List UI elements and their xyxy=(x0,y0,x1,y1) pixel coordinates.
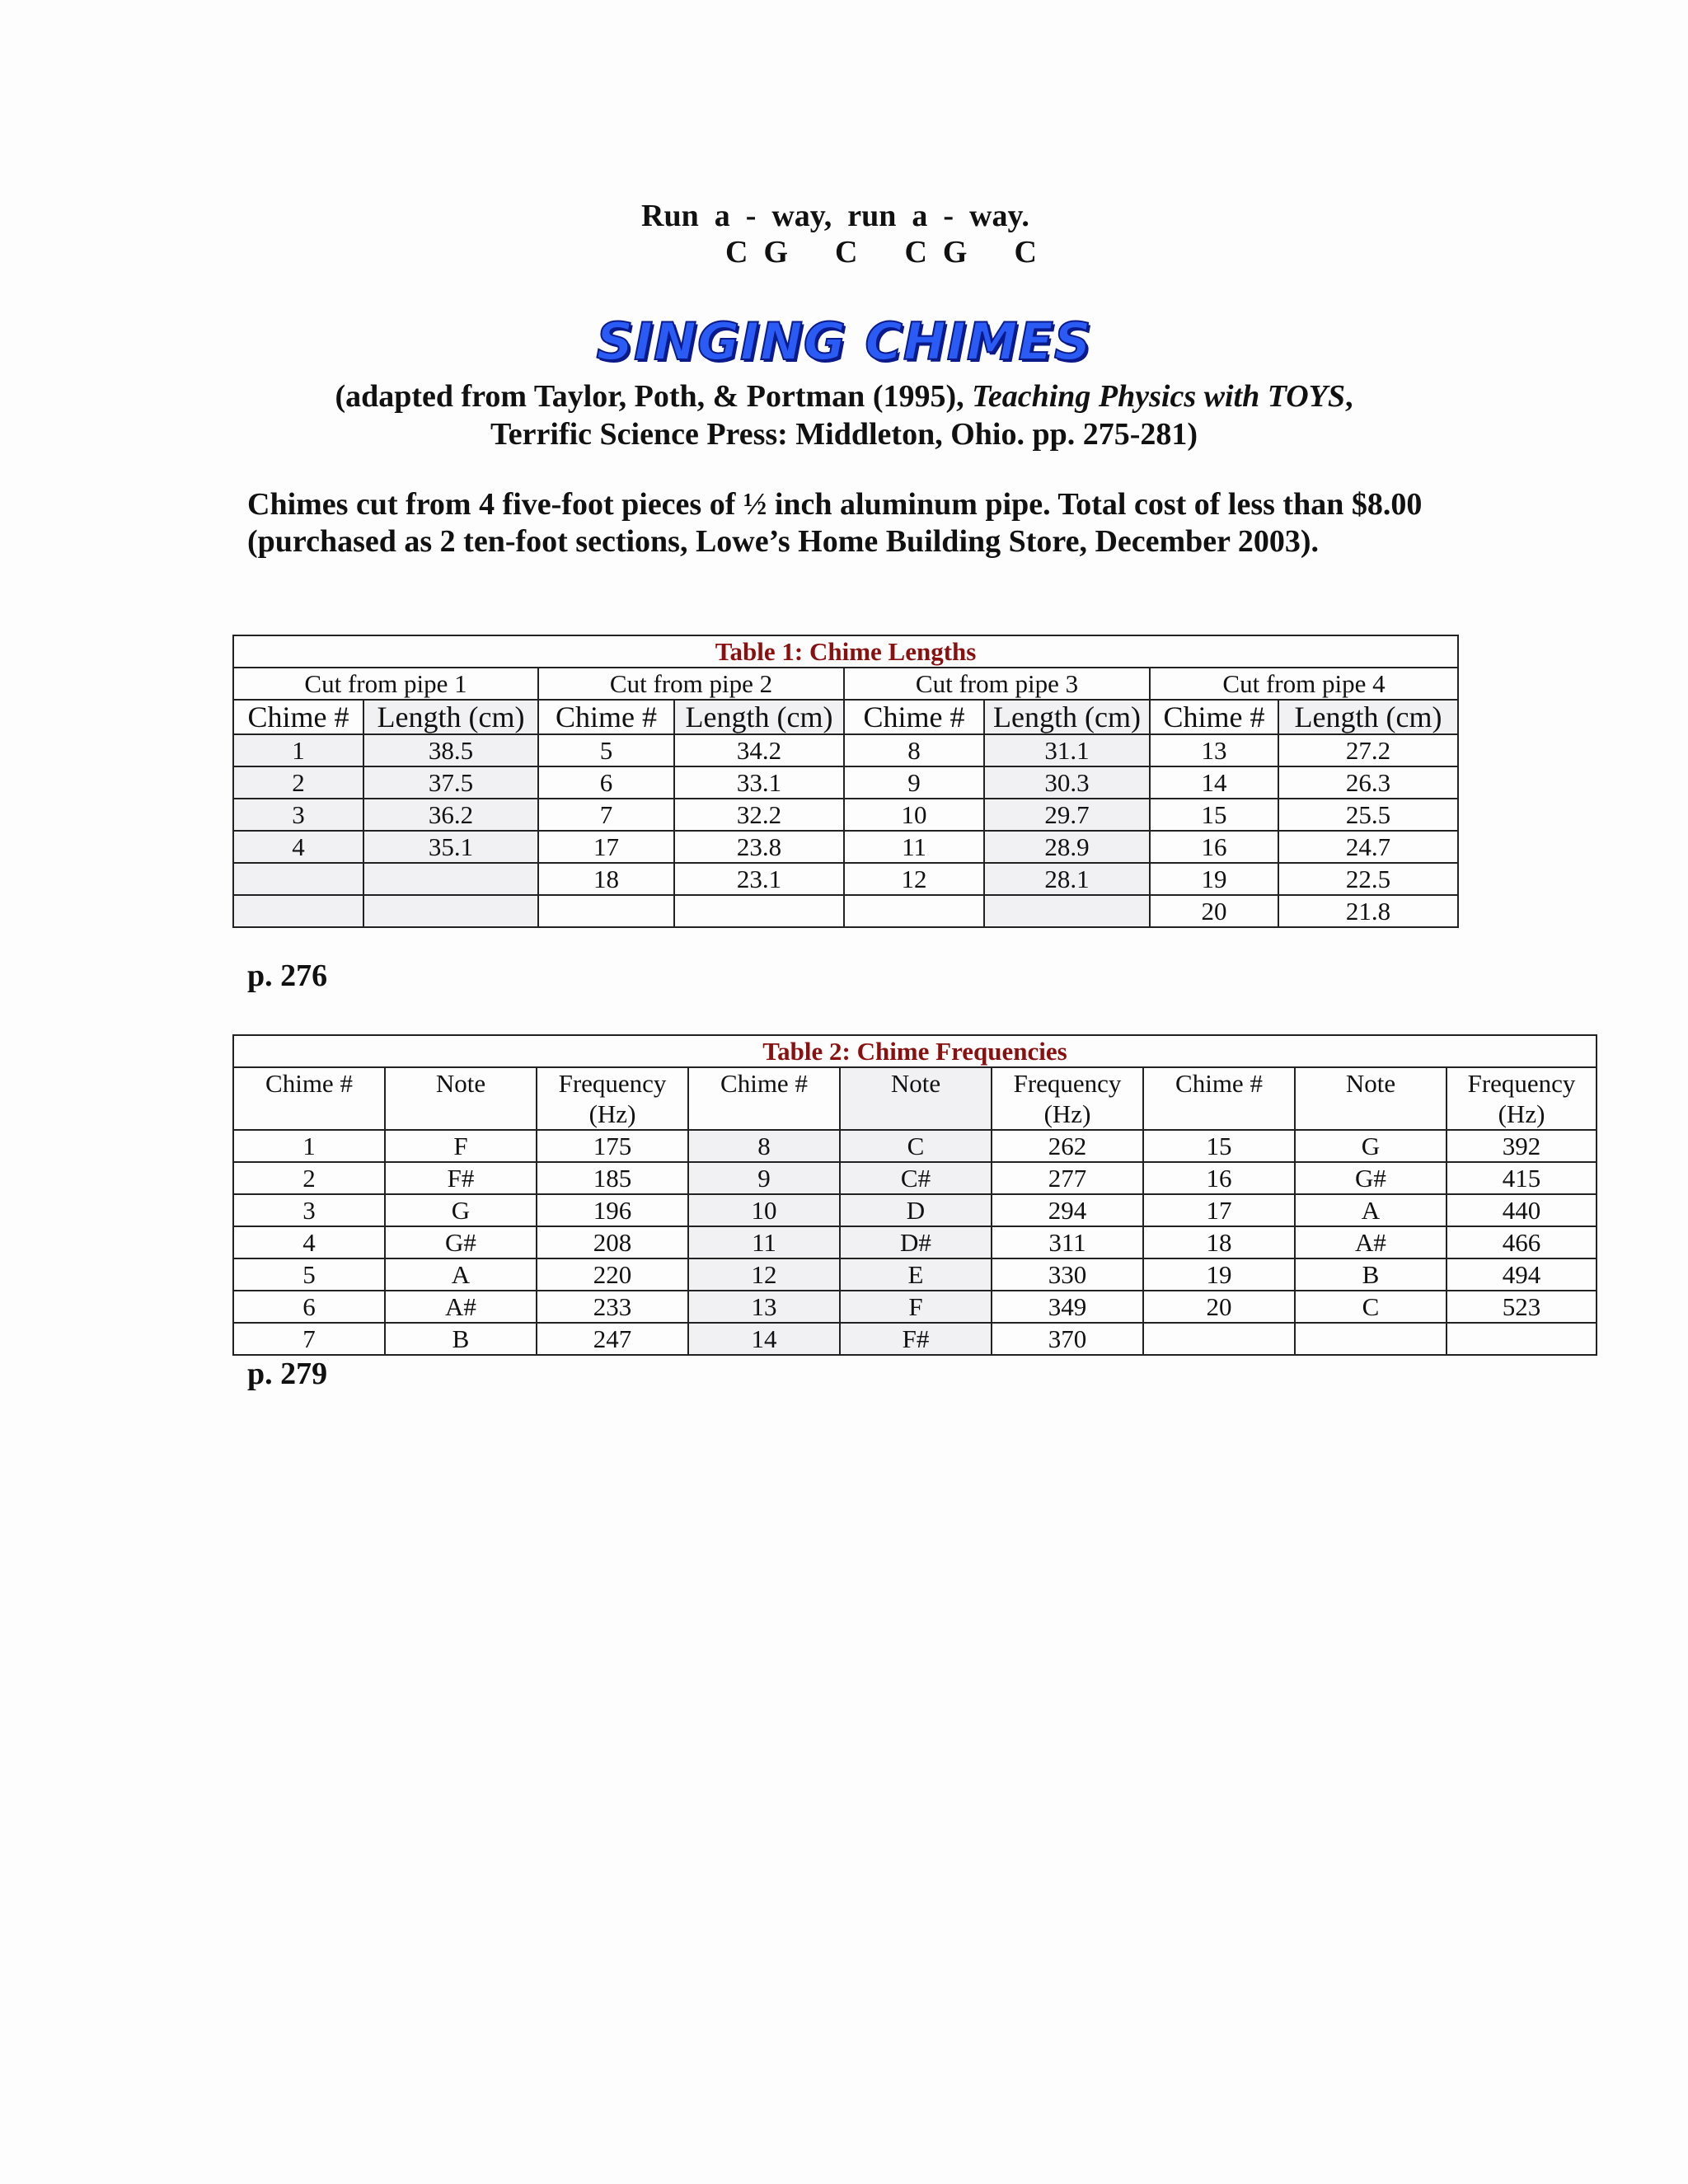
table2-cell: 18 xyxy=(1143,1226,1295,1258)
table-row xyxy=(233,831,1458,863)
table2-column-header: Note xyxy=(1295,1067,1447,1130)
table2-cell: 10 xyxy=(688,1194,840,1226)
table1-cell: 23.1 xyxy=(674,863,844,895)
table2-cell: 1 xyxy=(233,1130,385,1162)
table2-cell: 9 xyxy=(688,1162,840,1194)
table1-cell: 10 xyxy=(844,799,984,831)
table2-cell: 6 xyxy=(233,1291,385,1323)
table2-cell: 294 xyxy=(992,1194,1143,1226)
table2-cell: C# xyxy=(840,1162,992,1194)
table-row xyxy=(233,1258,1597,1291)
table2-cell: 16 xyxy=(1143,1162,1295,1194)
table2-cell: 220 xyxy=(537,1258,688,1291)
table2-cell: 196 xyxy=(537,1194,688,1226)
table-row xyxy=(233,895,1458,927)
table1-cell: 24.7 xyxy=(1278,831,1458,863)
source-line-2: Terrific Science Press: Middleton, Ohio. pp. 275-281) xyxy=(490,417,1198,452)
table1-cell xyxy=(844,895,984,927)
table1-cell: 1 xyxy=(233,734,363,766)
table2-caption: Table 2: Chime Frequencies xyxy=(233,1035,1597,1067)
table2-cell: 17 xyxy=(1143,1194,1295,1226)
table1-cell: 12 xyxy=(844,863,984,895)
table1-caption: Table 1: Chime Lengths xyxy=(233,635,1458,668)
table2-cell: B xyxy=(1295,1258,1447,1291)
table2-cell: A xyxy=(1295,1194,1447,1226)
table1-cell: 33.1 xyxy=(674,766,844,799)
table1-cell: 38.5 xyxy=(363,734,538,766)
table2-cell: D xyxy=(840,1194,992,1226)
table1-cell: 18 xyxy=(538,863,674,895)
table1-cell: 28.9 xyxy=(984,831,1150,863)
table1-cell: 7 xyxy=(538,799,674,831)
chime-frequencies-table xyxy=(232,1034,1597,1356)
table2-cell: C xyxy=(840,1130,992,1162)
table2-cell: 349 xyxy=(992,1291,1143,1323)
table1-column-header: Chime # xyxy=(1150,700,1278,734)
table1-cell xyxy=(363,863,538,895)
table2-cell: F# xyxy=(385,1162,537,1194)
table1-cell: 11 xyxy=(844,831,984,863)
table2-cell: 175 xyxy=(537,1130,688,1162)
table2-column-header: Frequency (Hz) xyxy=(992,1067,1143,1130)
table-row xyxy=(233,1162,1597,1194)
table2-cell: 5 xyxy=(233,1258,385,1291)
table-row xyxy=(233,1130,1597,1162)
table1-cell: 13 xyxy=(1150,734,1278,766)
table2-cell: 19 xyxy=(1143,1258,1295,1291)
table2-cell: 247 xyxy=(537,1323,688,1355)
table-row xyxy=(233,799,1458,831)
table1-cell: 21.8 xyxy=(1278,895,1458,927)
table-row xyxy=(233,1194,1597,1226)
table2-cell xyxy=(1447,1323,1597,1355)
table2-cell: 208 xyxy=(537,1226,688,1258)
table1-cell: 19 xyxy=(1150,863,1278,895)
table1-column-header: Chime # xyxy=(844,700,984,734)
table2-cell: D# xyxy=(840,1226,992,1258)
table2-column-header: Chime # xyxy=(688,1067,840,1130)
table2-cell xyxy=(1295,1323,1447,1355)
table1-cell: 23.8 xyxy=(674,831,844,863)
table1-cell: 34.2 xyxy=(674,734,844,766)
table1-cell: 35.1 xyxy=(363,831,538,863)
table2-cell: 466 xyxy=(1447,1226,1597,1258)
table1-group-header: Cut from pipe 4 xyxy=(1150,668,1458,700)
table-row xyxy=(233,1323,1597,1355)
table2-cell: 2 xyxy=(233,1162,385,1194)
table2-cell: 13 xyxy=(688,1291,840,1323)
table1-cell: 8 xyxy=(844,734,984,766)
table2-cell: 11 xyxy=(688,1226,840,1258)
table1-cell: 2 xyxy=(233,766,363,799)
chime-lengths-table xyxy=(232,635,1459,928)
table2-cell: G# xyxy=(385,1226,537,1258)
table1-cell: 6 xyxy=(538,766,674,799)
table1-cell xyxy=(233,895,363,927)
table2-cell: 233 xyxy=(537,1291,688,1323)
table2-cell: 7 xyxy=(233,1323,385,1355)
source-line-1 xyxy=(0,377,1688,415)
source-citation xyxy=(0,377,1688,453)
source-prefix: (adapted from Taylor, Poth, & Portman (1995), xyxy=(335,379,973,414)
table1-cell: 28.1 xyxy=(984,863,1150,895)
table2-cell: F xyxy=(840,1291,992,1323)
table2-cell: 12 xyxy=(688,1258,840,1291)
table1-cell: 9 xyxy=(844,766,984,799)
table1-cell: 4 xyxy=(233,831,363,863)
table2-cell: 415 xyxy=(1447,1162,1597,1194)
table2-cell: G xyxy=(385,1194,537,1226)
table1-group-header: Cut from pipe 2 xyxy=(538,668,844,700)
table1-cell: 15 xyxy=(1150,799,1278,831)
table2-cell: F# xyxy=(840,1323,992,1355)
table2-page-ref: p. 279 xyxy=(247,1357,328,1391)
table1-cell: 20 xyxy=(1150,895,1278,927)
table2-cell: 185 xyxy=(537,1162,688,1194)
table1-cell xyxy=(233,863,363,895)
lyrics-chords: C G C C G C xyxy=(725,235,1037,269)
table1-cell: 27.2 xyxy=(1278,734,1458,766)
table2-cell: A# xyxy=(1295,1226,1447,1258)
table1-page-ref: p. 276 xyxy=(247,958,328,993)
table2-cell: A# xyxy=(385,1291,537,1323)
table2-cell: B xyxy=(385,1323,537,1355)
table2-cell: 8 xyxy=(688,1130,840,1162)
table2-cell: C xyxy=(1295,1291,1447,1323)
table1-cell: 25.5 xyxy=(1278,799,1458,831)
table1-cell: 37.5 xyxy=(363,766,538,799)
table1-cell: 32.2 xyxy=(674,799,844,831)
table2-cell: G# xyxy=(1295,1162,1447,1194)
table1-column-header: Length (cm) xyxy=(984,700,1150,734)
table2-column-header: Chime # xyxy=(233,1067,385,1130)
table2-cell xyxy=(1143,1323,1295,1355)
table2-cell: G xyxy=(1295,1130,1447,1162)
table2-cell: 4 xyxy=(233,1226,385,1258)
table1-cell: 31.1 xyxy=(984,734,1150,766)
table1-group-header: Cut from pipe 1 xyxy=(233,668,538,700)
intro-paragraph: Chimes cut from 4 five-foot pieces of ½ inch aluminum pipe. Total cost of less than $8.00 (purchased as 2 ten-foot sections, Lowe’s Home Building Store, December 2003). xyxy=(247,487,1423,559)
table1-cell: 26.3 xyxy=(1278,766,1458,799)
table2-cell: 440 xyxy=(1447,1194,1597,1226)
table1-cell: 17 xyxy=(538,831,674,863)
table1-cell xyxy=(674,895,844,927)
table-row xyxy=(233,1226,1597,1258)
table2-column-header: Frequency (Hz) xyxy=(1447,1067,1597,1130)
table2-cell: 523 xyxy=(1447,1291,1597,1323)
table1-cell: 5 xyxy=(538,734,674,766)
table2-cell: 494 xyxy=(1447,1258,1597,1291)
table1-cell xyxy=(363,895,538,927)
table1-column-header: Length (cm) xyxy=(363,700,538,734)
table2-cell: E xyxy=(840,1258,992,1291)
table2-cell: 3 xyxy=(233,1194,385,1226)
table-row xyxy=(233,734,1458,766)
page-title: SINGING CHIMES xyxy=(596,312,1092,372)
table1-cell: 14 xyxy=(1150,766,1278,799)
table2-column-header: Frequency (Hz) xyxy=(537,1067,688,1130)
table2-column-header: Note xyxy=(840,1067,992,1130)
table2-column-header: Note xyxy=(385,1067,537,1130)
source-comma: , xyxy=(1345,379,1353,414)
lyrics-words: Run a - way, run a - way. xyxy=(641,199,1029,233)
table2-cell: 262 xyxy=(992,1130,1143,1162)
table-row xyxy=(233,766,1458,799)
table1-column-header: Length (cm) xyxy=(674,700,844,734)
table1-column-header: Chime # xyxy=(233,700,363,734)
table2-cell: 277 xyxy=(992,1162,1143,1194)
table1-column-header: Chime # xyxy=(538,700,674,734)
table-row xyxy=(233,863,1458,895)
table2-cell: 330 xyxy=(992,1258,1143,1291)
table1-cell: 29.7 xyxy=(984,799,1150,831)
table2-cell: F xyxy=(385,1130,537,1162)
table1-column-header: Length (cm) xyxy=(1278,700,1458,734)
table2-cell: A xyxy=(385,1258,537,1291)
table1-cell: 3 xyxy=(233,799,363,831)
table2-cell: 15 xyxy=(1143,1130,1295,1162)
table1-group-header: Cut from pipe 3 xyxy=(844,668,1150,700)
table1-cell: 22.5 xyxy=(1278,863,1458,895)
table2-cell: 311 xyxy=(992,1226,1143,1258)
source-book-title: Teaching Physics with TOYS xyxy=(972,379,1346,414)
table2-cell: 14 xyxy=(688,1323,840,1355)
table2-cell: 370 xyxy=(992,1323,1143,1355)
table-row xyxy=(233,1291,1597,1323)
table1-cell xyxy=(984,895,1150,927)
table1-cell: 16 xyxy=(1150,831,1278,863)
table1-cell: 30.3 xyxy=(984,766,1150,799)
table2-column-header: Chime # xyxy=(1143,1067,1295,1130)
table2-cell: 392 xyxy=(1447,1130,1597,1162)
table1-cell xyxy=(538,895,674,927)
table2-cell: 20 xyxy=(1143,1291,1295,1323)
table1-cell: 36.2 xyxy=(363,799,538,831)
